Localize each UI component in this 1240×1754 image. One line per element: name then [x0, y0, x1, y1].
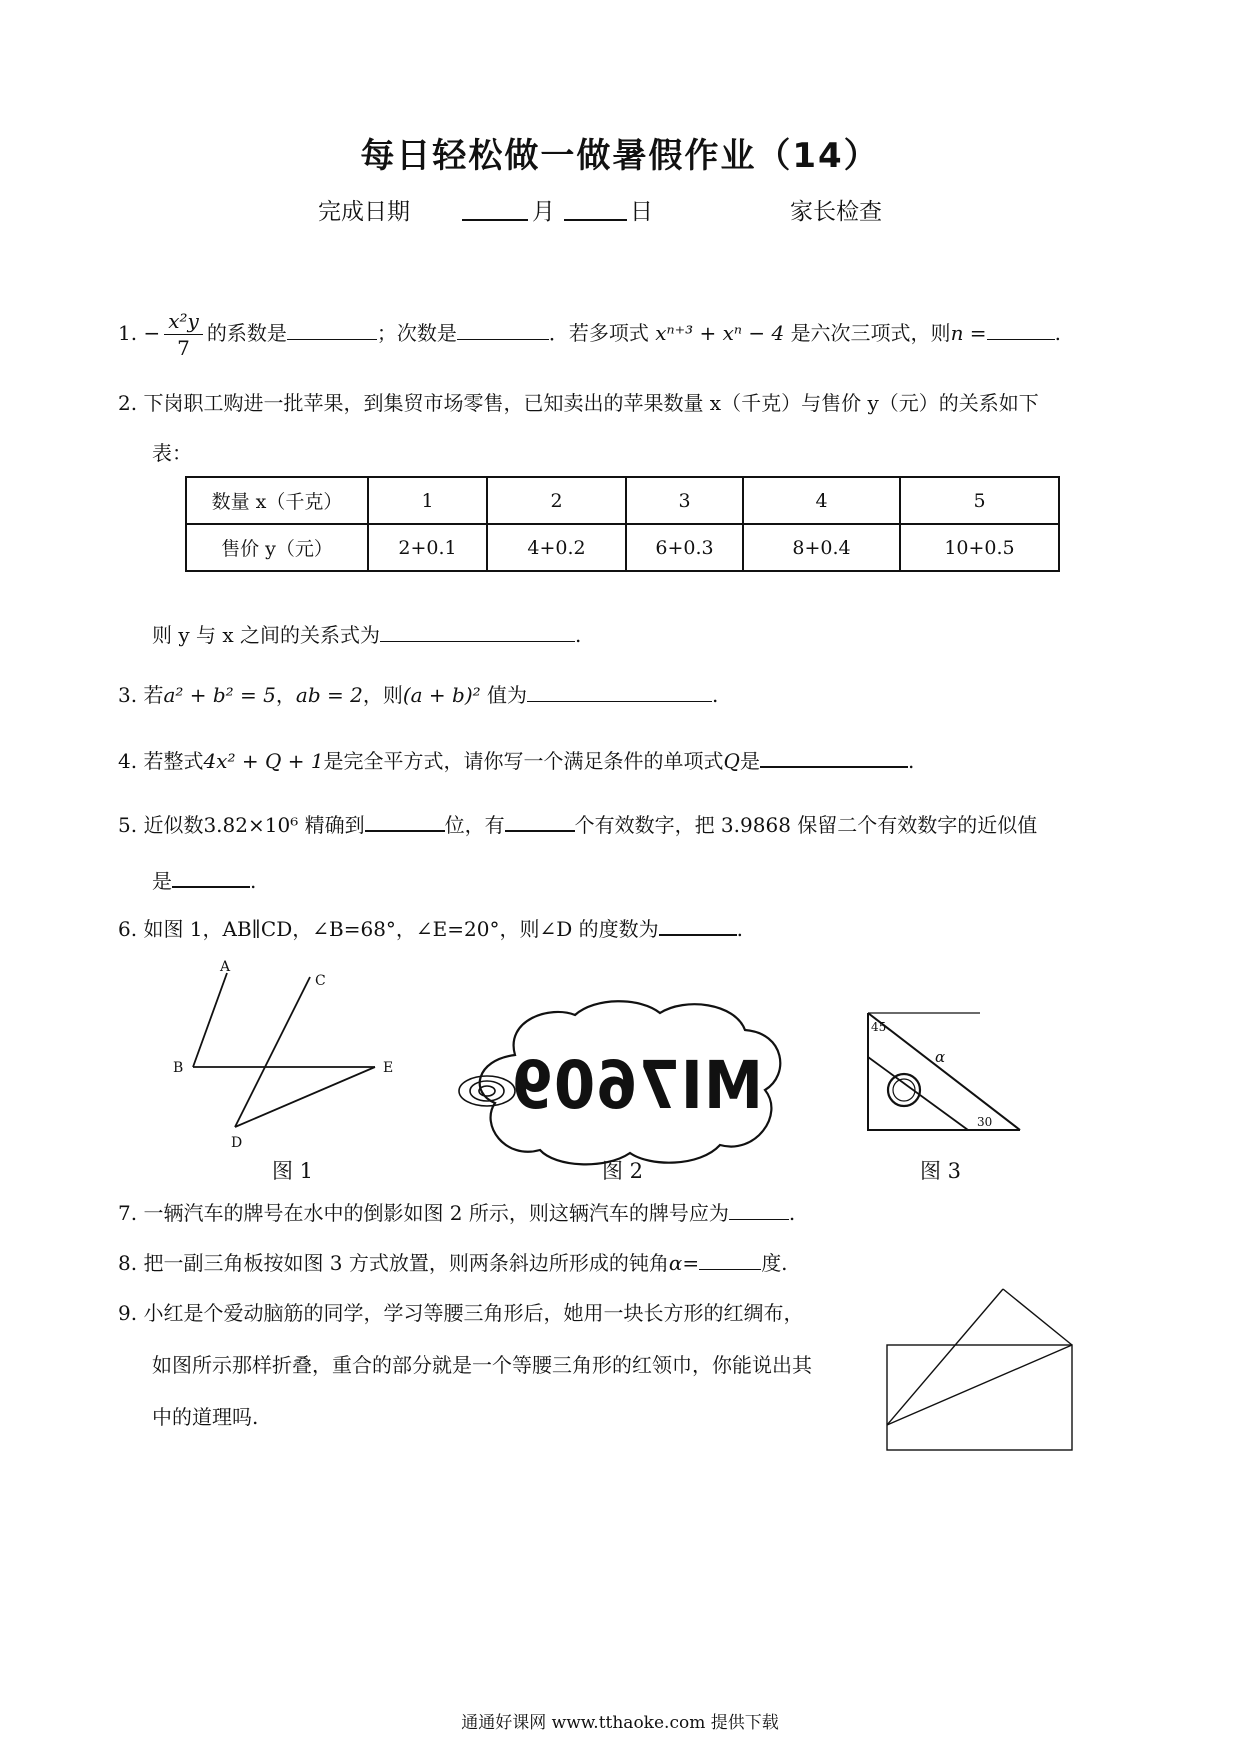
question-number: 1. [118, 321, 138, 345]
table-cell: 3 [626, 477, 743, 524]
angle-30-label: 30 [977, 1115, 993, 1129]
figure-1 [165, 955, 415, 1155]
mirrored-plate-text: MI7609 [510, 1047, 763, 1124]
point-label-b: B [173, 1060, 184, 1076]
question-9-line-3: 中的道理吗. [152, 1405, 259, 1429]
table-row [186, 477, 1059, 524]
question-8: 8. 把一副三角板按如图 3 方式放置，则两条斜边所形成的钝角α= 度. [118, 1251, 788, 1275]
answer-blank[interactable] [172, 868, 250, 888]
question-5-line-1: 5. 近似数3.82×10⁶ 精确到 位，有 个有效数字，把 3.9868 保留二个有效数字的近似值 [118, 813, 1038, 837]
rectangle-cloth [887, 1345, 1072, 1450]
figure-3-label: 图 3 [920, 1159, 962, 1183]
parent-check-label: 家长检查 [790, 199, 882, 225]
question-number: 6. [118, 917, 138, 941]
segment-cd [235, 977, 310, 1127]
answer-blank[interactable] [729, 1201, 789, 1220]
question-2-line-1: 2. 下岗职工购进一批苹果，到集贸市场零售，已知卖出的苹果数量 x（千克）与售价 y（元）的关系如下 [118, 391, 1039, 415]
day-blank[interactable] [564, 193, 627, 221]
question-2-line-2: 表： [152, 441, 192, 465]
figure-2-label: 图 2 [602, 1159, 644, 1183]
page-title: 每日轻松做一做暑假作业（14） [360, 136, 880, 176]
answer-blank[interactable] [760, 748, 908, 768]
month-label: 月 [532, 199, 555, 225]
table-cell: 数量 x（千克） [186, 477, 368, 524]
answer-blank[interactable] [987, 321, 1055, 340]
question-number: 3. [118, 683, 138, 707]
point-label-c: C [315, 973, 326, 989]
folded-edge [887, 1289, 1003, 1425]
question-3: 3. 若a² + b² = 5，ab = 2，则(a + b)² 值为 . [118, 683, 719, 707]
question-number: 5. [118, 813, 138, 837]
figure-1-label: 图 1 [272, 1159, 314, 1183]
angle-45-label: 45 [871, 1020, 887, 1034]
fraction: $\frac{\text{x²y}}{7}$ [164, 308, 203, 361]
table-row [186, 524, 1059, 571]
table-cell: 1 [368, 477, 487, 524]
question-number: 8. [118, 1251, 138, 1275]
answer-blank[interactable] [505, 812, 575, 832]
question-9-line-2: 如图所示那样折叠，重合的部分就是一个等腰三角形的红领巾，你能说出其 [152, 1353, 812, 1377]
table-cell: 2+0.1 [368, 524, 487, 571]
segment-ed [235, 1067, 375, 1127]
month-blank[interactable] [462, 193, 528, 221]
point-label-d: D [231, 1135, 243, 1151]
answer-blank[interactable] [659, 916, 737, 936]
question-2-answer: 则 y 与 x 之间的关系式为 . [152, 623, 582, 647]
fold-diagram [885, 1285, 1085, 1455]
question-number: 7. [118, 1201, 138, 1225]
answer-blank[interactable] [287, 321, 377, 340]
table-cell: 售价 y（元） [186, 524, 368, 571]
question-number: 4. [118, 749, 138, 773]
table-cell: 2 [487, 477, 626, 524]
table-cell: 4 [743, 477, 900, 524]
question-4: 4. 若整式4x² + Q + 1是完全平方式，请你写一个满足条件的单项式Q是 . [118, 749, 915, 773]
question-6: 6. 如图 1，AB∥CD，∠B=68°，∠E=20°，则∠D 的度数为 . [118, 917, 743, 941]
answer-blank[interactable] [699, 1251, 761, 1270]
table-cell: 5 [900, 477, 1059, 524]
question-1: 1. − $\frac{\text{x²y}}{7}$ 的系数是 ；次数是 ．若多项式 xⁿ⁺³ + xⁿ − 4 是六次三项式，则n = . [118, 309, 1061, 360]
table-cell: 10+0.5 [900, 524, 1059, 571]
segment-ab [193, 973, 227, 1067]
hypotenuse-45 [868, 1057, 968, 1130]
date-label: 完成日期 [318, 199, 410, 225]
alpha-label: α [935, 1048, 946, 1066]
point-label-a: A [220, 959, 231, 975]
footer-text: 通通好课网 www.tthaoke.com 提供下载 [461, 1713, 779, 1733]
table-cell: 4+0.2 [487, 524, 626, 571]
question-9-line-1: 9. 小红是个爱动脑筋的同学，学习等腰三角形后，她用一块长方形的红绸布， [118, 1301, 804, 1325]
question-number: 2. [118, 391, 138, 415]
data-table [185, 476, 1060, 572]
answer-blank[interactable] [527, 683, 712, 702]
table-cell: 6+0.3 [626, 524, 743, 571]
question-5-line-2: 是 . [152, 869, 257, 893]
table-cell: 8+0.4 [743, 524, 900, 571]
fold-line [887, 1345, 1072, 1425]
point-label-e: E [383, 1060, 394, 1076]
figure-3 [860, 1005, 1035, 1150]
answer-blank[interactable] [365, 812, 445, 832]
answer-blank[interactable] [380, 623, 575, 642]
day-label: 日 [630, 199, 653, 225]
question-number: 9. [118, 1301, 138, 1325]
answer-blank[interactable] [457, 321, 549, 340]
question-7: 7. 一辆汽车的牌号在水中的倒影如图 2 所示，则这辆汽车的牌号应为 . [118, 1201, 796, 1225]
figure-2 [445, 995, 790, 1170]
